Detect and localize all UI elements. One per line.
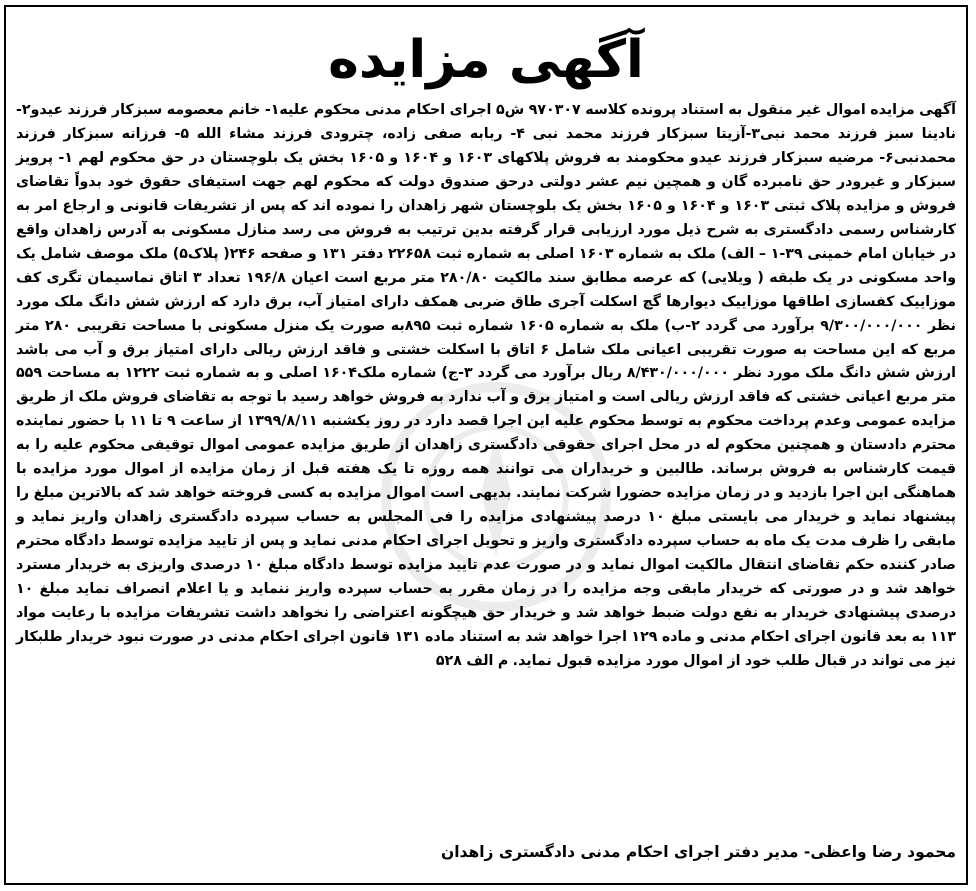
- notice-frame: [4, 5, 968, 885]
- notice-title: آگهی مزایده: [328, 30, 644, 90]
- notice-signature: محمود رضا واعظی- مدیر دفتر اجرای احکام مدنی دادگستری زاهدان: [441, 843, 956, 861]
- notice-body: آگهی مزایده اموال غیر منقول به استناد پرونده کلاسه ۹۷۰۳۰۷ ش۵ اجرای احکام مدنی محکوم علیه۱- خانم معصومه سبزکار فرزند عیدو۲- نادینا سبز فرزند محمد نبی۳-آزیتا سبزکار فرزند محمد نبی ۴- ربابه صفی زاده، چترودی فرزند مشاء الله ۵- فرزانه سبزکار فرزند محمدنبی۶- مرضیه سبزکار فرزند عیدو محکومند به فروش پلاکهای ۱۶۰۳ و ۱۶۰۴ و ۱۶۰۵ بخش یک بلوچستان در حق محکوم لهم ۱- پرویز سبزکار و غیرودر حق نامبرده گان و همچین نیم عشر دولتی درحق صندوق دولت که محکوم لهم جهت استیفای حقوق خود بدواً تقاضای فروش و مزایده پلاک ثبتی ۱۶۰۳ و ۱۶۰۴ و ۱۶۰۵ بخش یک بلوچستان شهر زاهدان را نموده اند که پس از تشریفات قانونی و ارجاع امر به کارشناس رسمی دادگستری به شرح ذیل مورد ارزیابی قرار گرفته بدین ترتیب به فروش می رسد منازل مسکونی به آدرس زاهدان واقع در خیابان امام خمینی ۳۹-۱ – الف) ملک به شماره ۱۶۰۳ اصلی به شماره ثبت ۲۲۶۵۸ دفتر ۱۳۱ و صفحه ۲۴۶( پلاک۵) ملک موصف شامل یک واحد مسکونی در یک طبقه ( ویلایی) که عرصه مطابق سند مالکیت ۲۸۰/۸۰ متر مربع است اعیان ۱۹۶/۸ تعداد ۳ اتاق نماسیمان تگری کف موزاییک کفسازی اطاقها موزاییک دیوارها گچ اسکلت آجری طاق ضربی همکف دارای امتیاز آب، برق دارد که ارزش شش دانگ ملک مورد نظر ۹/۳۰۰/۰۰۰/۰۰۰ برآورد می گردد ۲-ب) ملک به شماره ۱۶۰۵ شماره ثبت ۸۹۵به صورت یک منزل مسکونی با مساحت تقریبی ۲۸۰ متر مربع که این مساحت به صورت تقریبی اعیانی ملک شامل ۶ اتاق با اسکلت خشتی و فاقد ارزش ریالی دارای امتیاز برق و آب می باشد ارزش شش دانگ ملک مورد نظر ۸/۴۳۰/۰۰۰/۰۰۰ ریال برآورد می گردد ۳-ج) شماره ملک۱۶۰۴ اصلی و به شماره ثبت ۱۲۲۲ به مساحت ۵۵۹ متر مربع اعیانی خشتی که فاقد ارزش ریالی است و امتیاز برق و آب ندارد به فروش خواهد رسید با توجه به تقاضای فروش ملک از طریق مزایده عمومی وعدم پرداخت محکوم به توسط محکوم علیه این اجرا قصد دارد در روز یکشنبه ۱۳۹۹/۸/۱۱ از ساعت ۹ تا ۱۱ با حضور نماینده محترم دادستان و همچنین محکوم له در محل اجرای حقوقی دادگستری زاهدان از طریق مزایده عمومی اموال توقیفی محکوم علیه را به قیمت کارشناس به فروش برساند. طالبین و خریداران می توانند همه روزه تا یک هفته قبل از زمان مزایده از اموال مورد مزایده با هماهنگی این اجرا بازدید و در زمان مزایده حضورا شرکت نمایند. بدیهی است اموال مزایده به کسی فروخته خواهد شد که بالاترین مبلغ را پیشنهاد نماید و خریدار می بایستی مبلغ ۱۰ درصد پیشنهادی مزایده را فی المجلس به حساب سپرده دادگستری زاهدان واریز نماید و مابقی را ظرف مدت یک ماه به حساب سپرده دادگستری واریز و تحویل اجرای احکام مدنی نماید و پس از تایید مزایده توسط دادگاه محترم صادر کننده حکم تقاضای انتقال مالکیت اموال نماید و در صورت عدم تایید مزایده توسط دادگاه مبلغ ۱۰ درصدی واریزی به خریدار مسترد خواهد شد و در صورتی که خریدار مابقی وجه مزایده را در زمان مقرر به حساب سپرده واریز ننماید و یا اعلام انصراف نماید مبلغ ۱۰ درصدی پیشنهادی خریدار به نفع دولت ضبط خواهد شد و خریدار حق هیچگونه اعتراضی را نخواهد داشت تشریفات مزایده با رعایت مواد ۱۱۳ به بعد قانون اجرای احکام مدنی و ماده ۱۲۹ اجرا خواهد شد به استناد ماده ۱۳۱ قانون اجرای احکام مدنی در صورت نبود خریدار طلبکار نیز می تواند در قبال طلب خود از اموال مورد مزایده قبول نماید. م الف ۵۲۸: [16, 102, 957, 669]
